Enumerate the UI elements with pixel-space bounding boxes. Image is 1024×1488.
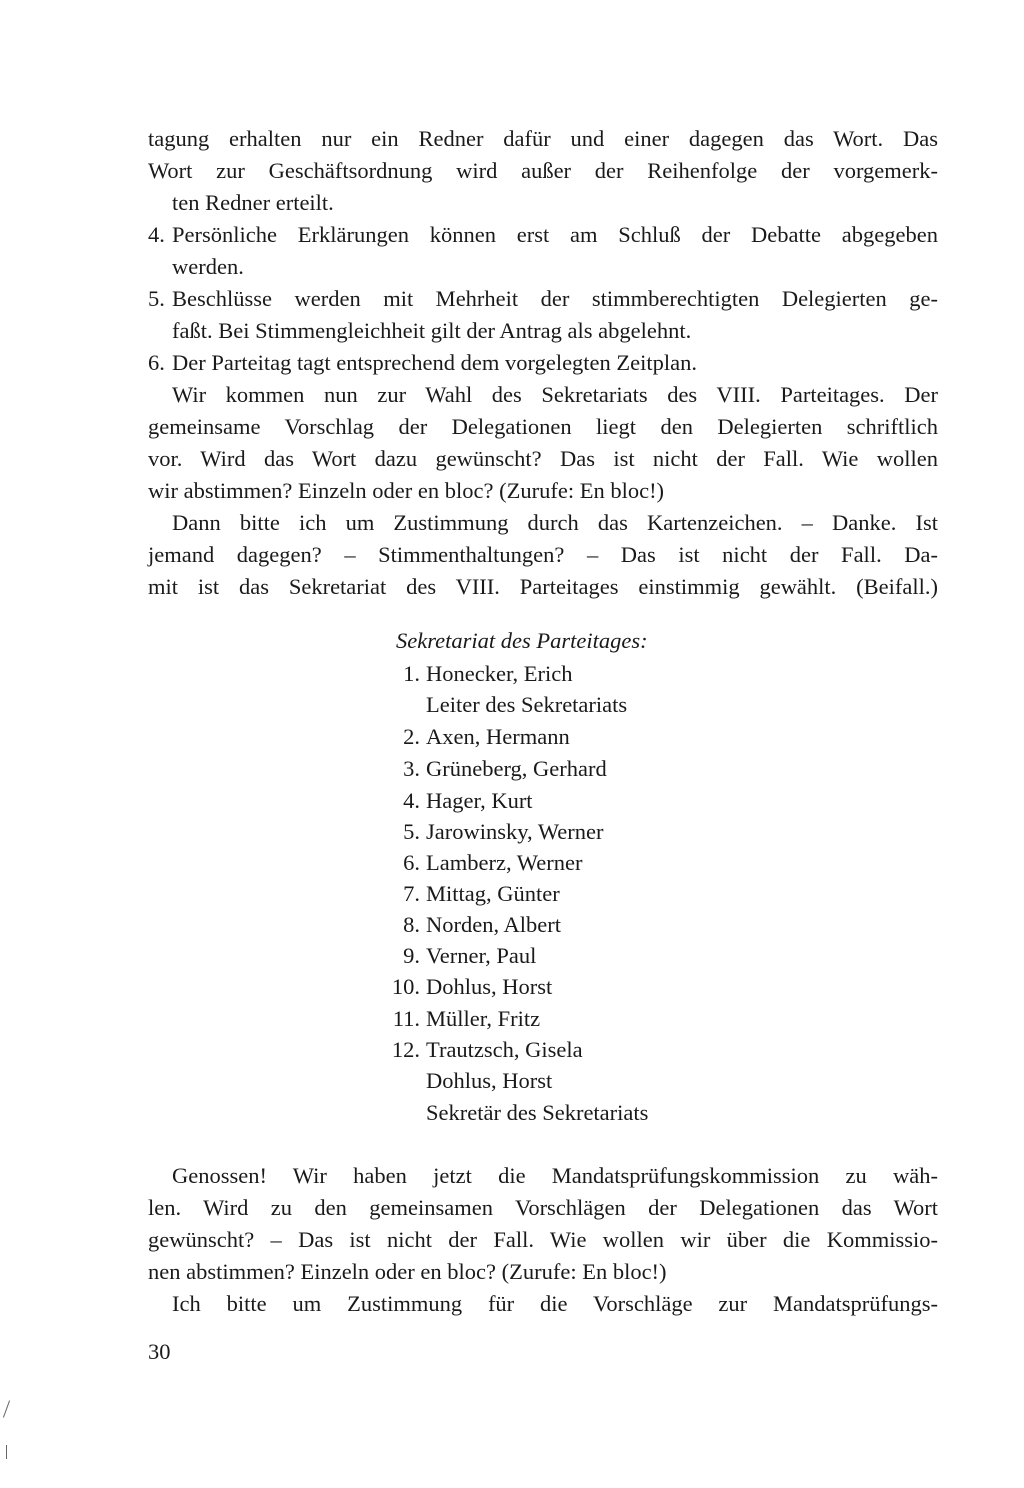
member-number: 2. [403, 724, 420, 749]
member-name: Hager, Kurt [426, 788, 533, 813]
member-name: Lamberz, Werner [426, 850, 583, 875]
rule-text: faßt. Bei Stimmengleichheit gilt der Antrag als abgelehnt. [172, 318, 692, 343]
paragraph-line: wir abstimmen? Einzeln oder en bloc? (Zurufe: En bloc!) [148, 478, 665, 503]
member-number: 11. [392, 1006, 420, 1031]
paragraph-line: tagung erhalten nur ein Redner dafür und einer dagegen das Wort. Das [148, 126, 938, 151]
member-role: Leiter des Sekretariats [426, 692, 628, 717]
paragraph-line: jemand dagegen? – Stimmenthaltungen? – Das ist nicht der Fall. Da- [148, 542, 938, 567]
member-number: 4. [403, 788, 420, 813]
rule-number: 6. [148, 350, 165, 375]
paragraph-line: ten Redner erteilt. [172, 190, 334, 215]
member-name: Norden, Albert [426, 912, 561, 937]
margin-mark [6, 1445, 7, 1459]
paragraph-line: mit ist das Sekretariat des VIII. Parteitages einstimmig gewählt. (Beifall.) [148, 574, 938, 599]
paragraph-line: Wir kommen nun zur Wahl des Sekretariats des VIII. Parteitages. Der [172, 382, 938, 407]
paragraph-line: gemeinsame Vorschlag der Delegationen liegt den Delegierten schriftlich [148, 414, 938, 439]
paragraph-line: Dann bitte ich um Zustimmung durch das Kartenzeichen. – Danke. Ist [172, 510, 938, 535]
member-number: 8. [403, 912, 420, 937]
member-number: 7. [403, 881, 420, 906]
member-number: 5. [403, 819, 420, 844]
secretariat-heading: Sekretariat des Parteitages: [396, 628, 648, 653]
rule-text: Beschlüsse werden mit Mehrheit der stimmberechtigten Delegierten ge- [172, 286, 938, 311]
member-number: 3. [403, 756, 420, 781]
member-name: Jarowinsky, Werner [426, 819, 604, 844]
member-name: Dohlus, Horst [426, 974, 553, 999]
member-number: 1. [403, 661, 420, 686]
member-number: 12. [391, 1037, 420, 1062]
paragraph-line: Ich bitte um Zustimmung für die Vorschläge zur Mandatsprüfungs- [172, 1291, 938, 1316]
member-number: 10. [391, 974, 420, 999]
member-name: Dohlus, Horst [426, 1068, 553, 1093]
member-name: Grüneberg, Gerhard [426, 756, 607, 781]
paragraph-line: gewünscht? – Das ist nicht der Fall. Wie wollen wir über die Kommissio- [148, 1227, 938, 1252]
paragraph-line: Wort zur Geschäftsordnung wird außer der Reihenfolge der vorgemerk- [148, 158, 938, 183]
member-name: Müller, Fritz [426, 1006, 541, 1031]
page-number: 30 [148, 1339, 171, 1364]
rule-number: 4. [148, 222, 165, 247]
rule-text: Persönliche Erklärungen können erst am Schluß der Debatte abgegeben [172, 222, 938, 247]
member-name: Trautzsch, Gisela [426, 1037, 583, 1062]
paragraph-line: nen abstimmen? Einzeln oder en bloc? (Zurufe: En bloc!) [148, 1259, 667, 1284]
member-name: Mittag, Günter [426, 881, 560, 906]
rule-number: 5. [148, 286, 165, 311]
member-number: 9. [403, 943, 420, 968]
member-number: 6. [403, 850, 420, 875]
member-role: Sekretär des Sekretariats [426, 1100, 649, 1125]
rule-text: werden. [172, 254, 244, 279]
paragraph-line: len. Wird zu den gemeinsamen Vorschlägen der Delegationen das Wort [148, 1195, 938, 1220]
member-name: Verner, Paul [426, 943, 537, 968]
paragraph-line: Genossen! Wir haben jetzt die Mandatsprüfungskommission zu wäh- [172, 1163, 938, 1188]
rule-text: Der Parteitag tagt entsprechend dem vorgelegten Zeitplan. [172, 350, 698, 375]
member-name: Honecker, Erich [426, 661, 573, 686]
member-name: Axen, Hermann [426, 724, 570, 749]
margin-mark [3, 1400, 10, 1417]
paragraph-line: vor. Wird das Wort dazu gewünscht? Das ist nicht der Fall. Wie wollen [148, 446, 938, 471]
